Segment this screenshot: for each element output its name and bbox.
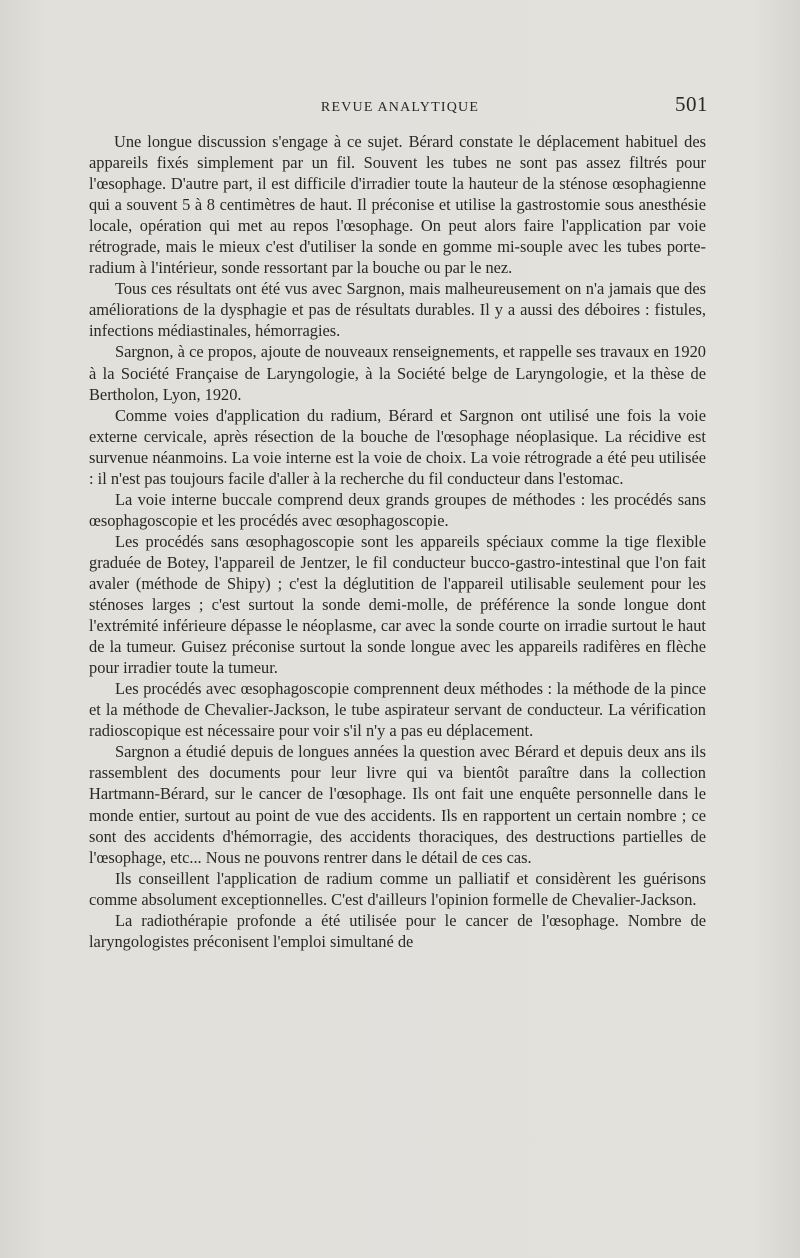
paragraph: Sargnon a étudié depuis de longues années la question avec Bérard et depuis deux ans ils rassemblent des documents pour leur livre qui va bientôt paraître dans la collection Hartmann-Bérard, sur le cancer de l'œsophage. Ils ont fait une enquête personnelle dans le monde entier, surtout au point de vue des accidents. Ils en rapportent un certain nombre ; ce sont des accidents d'hémorragie, des accidents thoraciques, des destructions partielles de l'œsophage, etc... Nous ne pouvons rentrer dans le détail de ces cas. xyxy=(89,742,706,867)
paragraph: Ils conseillent l'application de radium comme un palliatif et considèrent les guérisons comme absolument exceptionnelles. C'est d'ailleurs l'opinion formelle de Chevalier-Jackson. xyxy=(89,868,706,909)
paragraph: Les procédés avec œsophagoscopie comprennent deux méthodes : la méthode de la pince et la méthode de Chevalier-Jackson, le tube aspirateur servant de conducteur. La vérification radioscopique est nécessaire pour voir s'il n'y a pas eu déplacement. xyxy=(89,679,706,741)
paragraph: Tous ces résultats ont été vus avec Sargnon, mais malheureusement on n'a jamais que des améliorations de la dysphagie et pas de résultats durables. Il y a aussi des déboires : fistules, infections médiastinales, hémorragies. xyxy=(89,279,706,341)
paragraph: La voie interne buccale comprend deux grands groupes de méthodes : les procédés sans œsophagoscopie et les procédés avec œsophagoscopie. xyxy=(89,489,706,530)
article-body xyxy=(89,131,706,952)
running-title: REVUE ANALYTIQUE xyxy=(320,100,480,115)
running-header xyxy=(90,92,710,120)
paragraph: Comme voies d'application du radium, Bérard et Sargnon ont utilisé une fois la voie externe cervicale, après résection de la bouche de l'œsophage néoplasique. La récidive est survenue néanmoins. La voie interne est la voie de choix. La voie rétrograde a été peu utilisée : il n'est pas toujours facile d'aller à la recherche du fil conducteur dans l'estomac. xyxy=(89,405,706,488)
paragraph: Les procédés sans œsophagoscopie sont les appareils spéciaux comme la tige flexible graduée de Botey, l'appareil de Jentzer, le fil conducteur bucco-gastro-intestinal que l'on fait avaler (méthode de Shipy) ; c'est la déglutition de l'appareil utilisable seulement pour les sténoses larges ; c'est surtout la sonde demi-molle, de préférence la sonde longue dont l'extrémité inférieure dépasse le néoplasme, car avec la sonde courte on irradie surtout le haut de la tumeur. Guisez préconise surtout la sonde longue avec les appareils radifères en flèche pour irradier toute la tumeur. xyxy=(89,531,706,678)
paragraph: La radiothérapie profonde a été utilisée pour le cancer de l'œsophage. Nombre de laryngologistes préconisent l'emploi simultané de xyxy=(89,910,706,951)
paragraph: Une longue discussion s'engage à ce sujet. Bérard constate le déplacement habituel des appareils fixés simplement par un fil. Souvent les tubes ne sont pas assez filtrés pour l'œsophage. D'autre part, il est difficile d'irradier toute la hauteur de la sténose œsophagienne qui a souvent 5 à 8 centimètres de haut. Il préconise et utilise la gastrostomie sous anesthésie locale, opération qui met au repos l'œsophage. On peut alors faire l'application par voie rétrograde, mais le mieux c'est d'utiliser la sonde en gomme mi-souple avec les tubes porte-radium à l'intérieur, sonde ressortant par la bouche ou par le nez. xyxy=(89,132,706,278)
paragraph: Sargnon, à ce propos, ajoute de nouveaux renseignements, et rappelle ses travaux en 1920 à la Société Française de Laryngologie, à la Société belge de Laryngologie, et la thèse de Bertholon, Lyon, 1920. xyxy=(89,342,706,404)
page-number: 501 xyxy=(675,92,708,116)
